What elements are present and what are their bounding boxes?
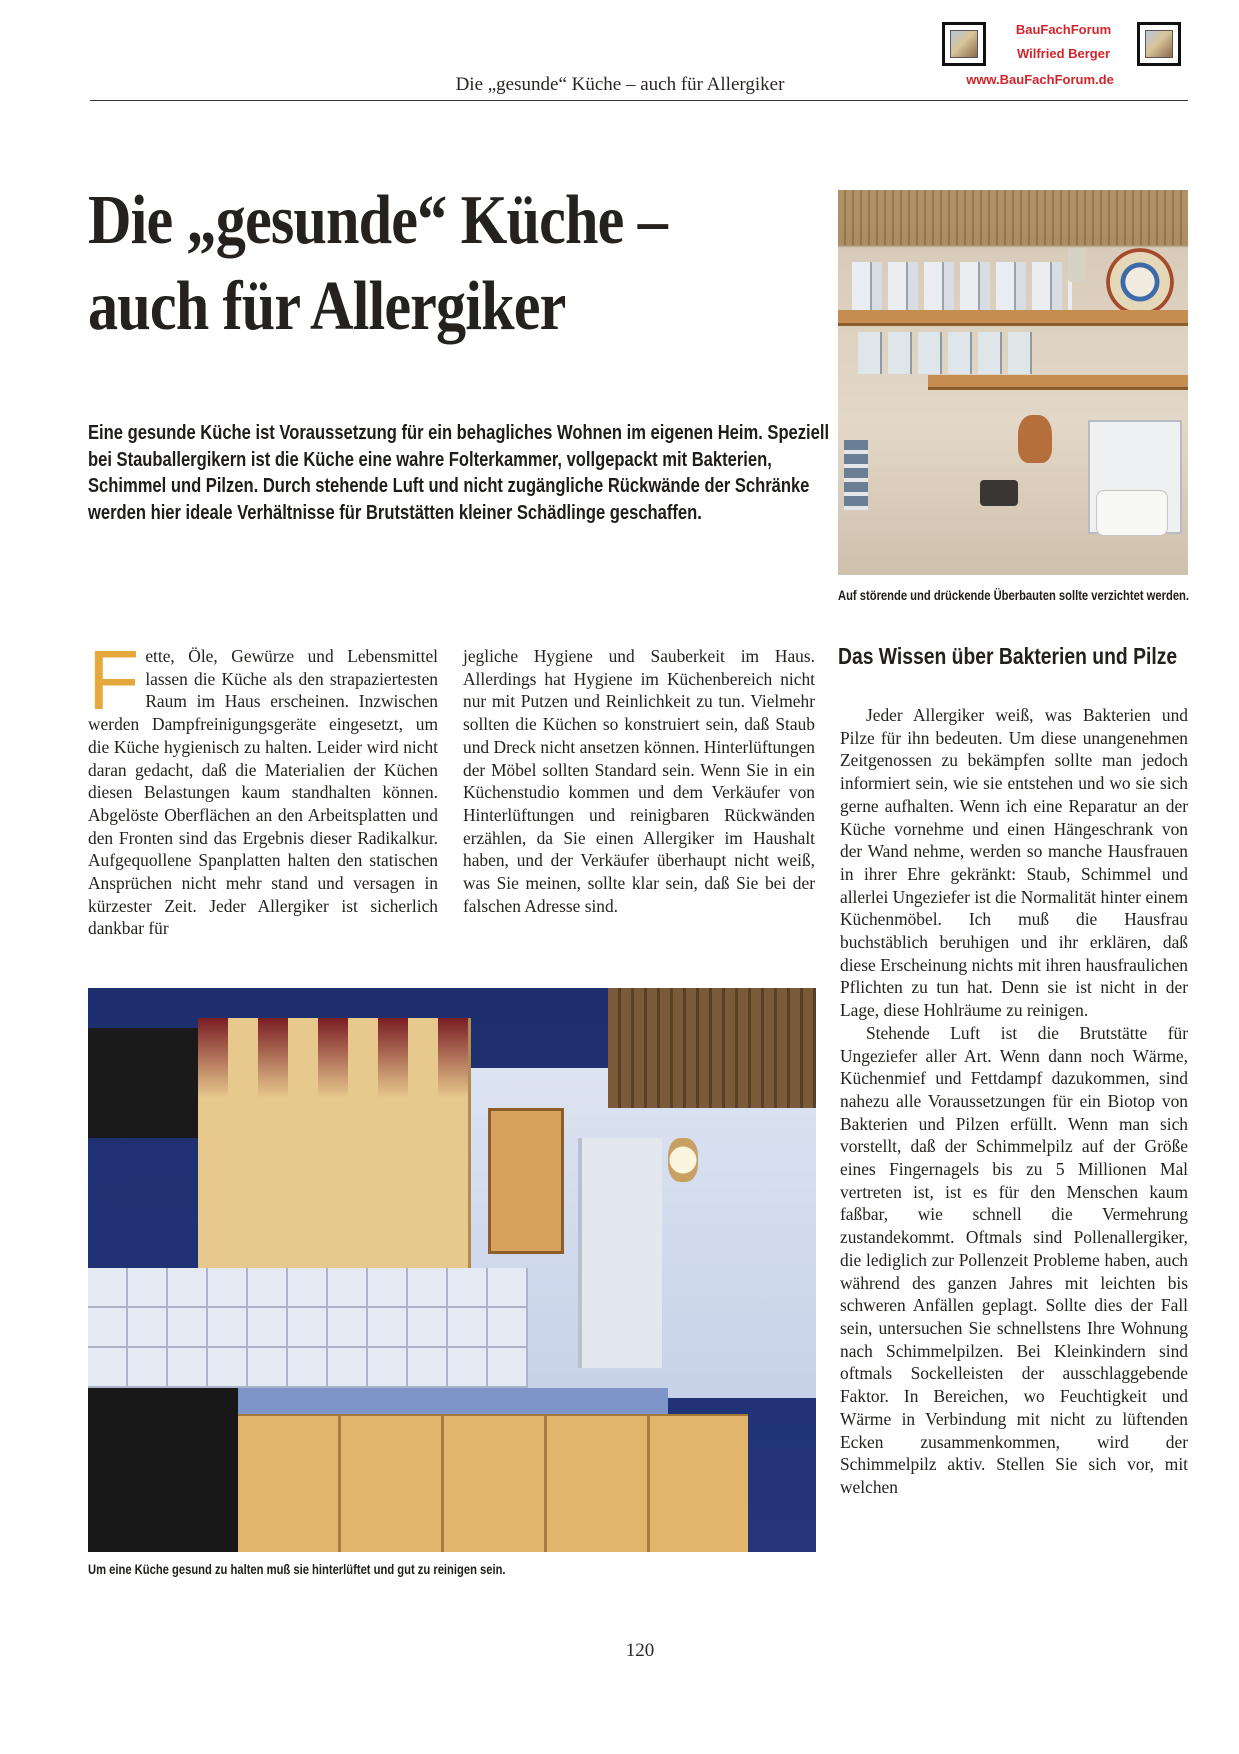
- lead-paragraph: Eine gesunde Küche ist Voraussetzung für ein behagliches Wohnen im eigenen Heim. Speziell bei Stauballergikern ist die Küche eine wahre Folterkammer, vollgepackt mit Bakterien, Schimmel und Pilzen. Durch stehende Luft und nicht zugängliche Rückwände der Schränke werden hier ideale Verhältnisse für Brutstätten kleiner Schädlinge geschaffen.: [88, 422, 830, 524]
- section-heading: Das Wissen über Bakterien und Pilze: [838, 643, 1178, 669]
- article-column-3: [840, 704, 1188, 1499]
- shelf-photo-caption: Auf störende und drückende Überbauten sollte verzichtet werden.: [838, 587, 1189, 603]
- article-column-1: [88, 633, 438, 940]
- logo: [942, 20, 1194, 92]
- logo-right-icon: [1137, 22, 1181, 66]
- logo-name: BauFachForum: [1015, 22, 1112, 37]
- article-column-2: jegliche Hygiene und Sauberkeit im Haus. Allerdings hat Hygiene im Küchenbereich nicht nur mit Putzen und Reinlichkeit zu tun. Vielmehr sollten die Küchen so konstruiert sein, daß Staub und Dreck nicht ansetzen können. Hinterlüftungen der Möbel sollten Standard sein. Wenn Sie in ein Küchenstudio kommen und dem Verkäufer von Hinterlüftungen und reinigbaren Rückwänden erzählen, da Sie einen Allergiker im Haushalt haben, und der Verkäufer überhaupt nicht weiß, was Sie meinen, sollte klar sein, daß Sie bei der falschen Adresse sind.: [463, 646, 815, 916]
- kitchen-photo-caption: Um eine Küche gesund zu halten muß sie hinterlüftet und gut zu reinigen sein.: [88, 1561, 506, 1577]
- article-headline: [88, 178, 724, 350]
- kitchen-photo: [88, 988, 816, 1552]
- headline-line-1: Die „gesunde“ Küche –: [88, 182, 667, 259]
- column-3-paragraph-1: Jeder Allergiker weiß, was Bakterien und Pilze für ihn bedeuten. Um diese unangenehmen Zeitgenossen zu bekämpfen sollte man jedoch informiert sein, wie sie entstehen und wo sie sich gerne aufhalten. Wenn ich eine Reparatur an der Küche vornehme und einen Hängeschrank von der Wand nehme, werden so manche Hausfrauen in ihrer Ehre gekränkt: Staub, Schimmel und allerlei Ungeziefer ist die Normalität hinter einem Küchenmöbel. Ich muß die Hausfrau buchstäblich beruhigen und ihr erklären, daß diese Erscheinung nichts mit ihren hausfraulichen Pflichten zu tun hat. Denn sie ist nicht in der Lage, diese Hohlräume zu reinigen.: [840, 705, 1188, 1021]
- logo-owner: Wilfried Berger: [1016, 46, 1111, 61]
- shelf-photo: [838, 190, 1188, 575]
- header-rule: [90, 100, 1188, 101]
- logo-url: www.BauFachForum.de: [966, 72, 1114, 87]
- page-number: 120: [625, 1640, 655, 1661]
- headline-line-2: auch für Allergiker: [88, 268, 566, 345]
- column-3-paragraph-2: Stehende Luft ist die Brutstätte für Ungeziefer aller Art. Wenn dann noch Wärme, Küchenmief und Fettdampf dazukommen, sind nahezu alle Voraussetzungen für ein Biotop von Bakterien und Pilzen erfüllt. Wenn man sich vorstellt, daß der Schimmelpilz auf der Größe eines Fingernagels bis zu 5 Millionen Mal vertreten ist, ist es für den Menschen kaum faßbar, wie schnell die Vermehrung zustandekommt. Oftmals sind Pollenallergiker, die lediglich zur Pollenzeit Probleme haben, auch während des ganzen Jahres mit leichten bis schweren Anfällen geplagt. Sollte dies der Fall sein, untersuchen Sie schnellstens Ihre Wohnung nach Schimmelpilzen. Bei Kleinkindern sind oftmals Sockelleisten der ausschlaggebende Faktor. In Bereichen, wo Feuchtigkeit und Wärme in Verbindung mit nicht zu lüftenden Ecken zusammenkommen, wird der Schimmelpilz aktiv. Stellen Sie sich vor, mit welchen: [840, 1022, 1188, 1497]
- running-head: Die „gesunde“ Küche – auch für Allergiker: [455, 74, 785, 95]
- column-1-text: ette, Öle, Gewürze und Lebensmittel lassen die Küche als den strapaziertesten Raum im Haus erscheinen. Inzwischen werden Dampfreinigungsgeräte eingesetzt, um die Küche hygienisch zu halten. Leider wird nicht daran gedacht, daß die Materialien der Küchen diesen Belastungen kaum standhalten können. Abgelöste Oberflächen an den Arbeitsplatten und den Fronten sind das Ergebnis dieser Radikalkur. Aufgequollene Spanplatten halten den statischen Ansprüchen nicht mehr stand und versagen in kürzester Zeit. Jeder Allergiker ist sicherlich dankbar für: [88, 646, 438, 939]
- drop-cap: F: [88, 633, 140, 727]
